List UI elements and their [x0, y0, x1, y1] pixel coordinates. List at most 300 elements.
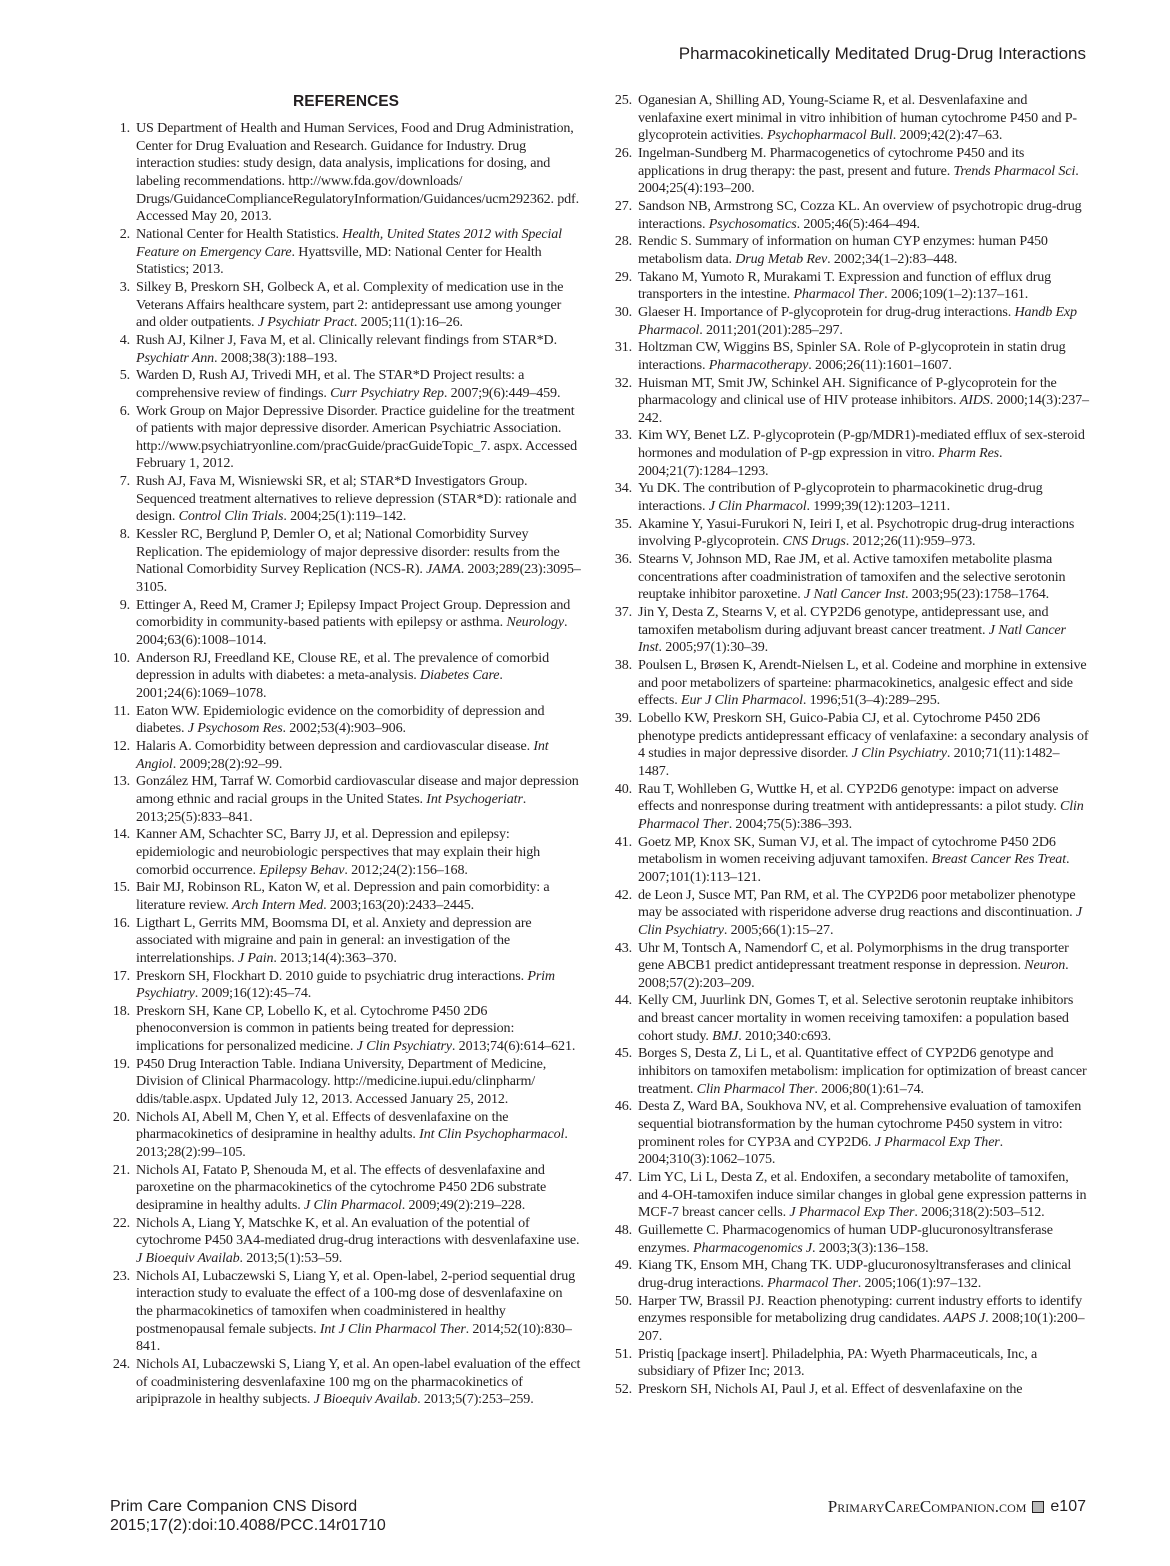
reference-number: 41.	[614, 833, 632, 850]
reference-text	[638, 657, 1090, 710]
reference-text	[638, 516, 1090, 551]
reference-body: Takano M, Yumoto R, Murakami T. Expression and function of efflux drug transporters in the intestine.	[638, 268, 1052, 303]
reference-number: 43.	[614, 939, 632, 956]
reference-item	[110, 367, 582, 402]
reference-journal: Psychopharmacol Bull	[766, 127, 893, 144]
reference-details: . 2007;9(6):449–459.	[443, 384, 561, 401]
reference-journal: Health, United States 2012 with Special Feature on Emergency Care	[136, 225, 562, 260]
reference-body: Rush AJ, Fava M, Wisniewski SR, et al; STAR*D Investigators Group. Sequenced treatment alternatives to relieve depression (STAR*D): rationale and design.	[136, 473, 577, 525]
reference-details: . 2004;25(1):119–142.	[283, 508, 407, 525]
reference-number: 20.	[112, 1108, 130, 1125]
reference-details: . 2012;24(2):156–168.	[344, 861, 468, 878]
reference-list-left	[110, 120, 582, 1409]
reference-item	[110, 703, 582, 738]
reference-details: . 2003;95(23):1758–1764.	[905, 586, 1050, 603]
reference-text	[136, 120, 582, 226]
reference-number: 16.	[112, 914, 130, 931]
reference-body: P450 Drug Interaction Table. Indiana University, Department of Medicine, Division of Clinical Pharmacology. http://medicine.iupui.edu/clinpharm/ ddis/table.aspx. Updated July 12, 2013. Accessed January 25, 2012.	[136, 1055, 547, 1108]
square-bullet-icon	[1032, 1501, 1044, 1513]
references-heading: REFERENCES	[293, 93, 399, 110]
reference-journal: Pharmacotherapy	[708, 356, 809, 373]
reference-details: . 2004;75(5):386–393.	[728, 815, 852, 832]
reference-details: . 2014;52(10):830–841.	[136, 1320, 572, 1355]
running-title: Pharmacokinetically Meditated Drug-Drug Interactions	[678, 44, 1086, 63]
reference-text	[638, 887, 1090, 940]
reference-details: . 2006;318(2):503–512.	[914, 1204, 1045, 1221]
reference-text	[638, 233, 1090, 268]
reference-item	[612, 233, 1090, 268]
reference-details: . 2011;201(201):285–297.	[699, 321, 843, 338]
reference-journal: J Bioequiv Availab	[136, 1250, 240, 1266]
reference-details: . 2006;109(1–2):137–161.	[884, 286, 1029, 303]
reference-text	[638, 992, 1090, 1045]
footer-citation	[110, 1497, 386, 1535]
reference-item	[612, 710, 1090, 781]
reference-item	[110, 1356, 582, 1409]
reference-body: Holtzman CW, Wiggins BS, Spinler SA. Role of P-glycoprotein in statin drug interactions.	[638, 339, 1066, 373]
footer-site	[828, 1497, 1086, 1517]
reference-number: 47.	[614, 1169, 632, 1186]
reference-details: . 2010;71(11):1482–1487.	[638, 745, 1060, 779]
reference-text	[136, 826, 582, 879]
reference-journal: Pharm Res	[938, 445, 1000, 462]
reference-number: 36.	[614, 551, 632, 568]
reference-item	[612, 1222, 1090, 1257]
reference-number: 25.	[614, 92, 632, 108]
reference-number: 46.	[614, 1098, 632, 1115]
reference-details: . 2003;289(23):3095–3105.	[136, 561, 581, 596]
reference-text	[136, 915, 582, 968]
reference-journal: J Pharmacol Exp Ther	[874, 1133, 1000, 1150]
reference-number: 18.	[112, 1002, 130, 1019]
reference-journal: BMJ	[712, 1027, 739, 1044]
reference-body: Nichols A, Liang Y, Matschke K, et al. An evaluation of the potential of cytochrome P450 3A4-mediated drug-drug interactions with desvenlafaxine use.	[136, 1214, 580, 1249]
reference-number: 48.	[614, 1222, 632, 1238]
reference-item	[612, 657, 1090, 710]
reference-number: 4.	[119, 331, 130, 348]
reference-body: Kelly CM, Juurlink DN, Gomes T, et al. Selective serotonin reuptake inhibitors and breast cancer mortality in women receiving tamoxifen: a population based cohort study.	[638, 992, 1074, 1044]
reference-journal: J Pharmacol Exp Ther	[789, 1204, 915, 1221]
reference-journal: J Clin Psychiatry	[356, 1038, 452, 1055]
reference-item	[612, 992, 1090, 1045]
reference-text	[638, 1346, 1090, 1381]
reference-text	[638, 92, 1090, 145]
reference-text	[136, 1268, 582, 1356]
reference-number: 9.	[119, 596, 130, 613]
reference-number: 32.	[614, 374, 632, 391]
reference-text	[136, 1215, 582, 1268]
reference-journal: Pharmacogenomics J	[693, 1239, 813, 1256]
reference-body: Halaris A. Comorbidity between depression and cardiovascular disease.	[136, 737, 534, 754]
reference-item	[612, 551, 1090, 604]
reference-number: 45.	[614, 1045, 632, 1062]
reference-number: 28.	[614, 233, 632, 250]
reference-body: Guillemette C. Pharmacogenomics of human UDP-glucuronosyltransferase enzymes.	[638, 1222, 1053, 1256]
reference-number: 3.	[119, 278, 130, 295]
reference-item	[612, 1098, 1090, 1169]
reference-details: . 2009;49(2):219–228.	[401, 1197, 526, 1214]
reference-details: . 2002;53(4):903–906.	[282, 720, 406, 737]
reference-journal: Psychiatr Ann	[136, 349, 215, 366]
reference-journal: Int Angiol	[136, 737, 549, 772]
reference-number: 35.	[614, 515, 632, 532]
reference-details: . 2000;14(3):237–242.	[638, 392, 1089, 426]
footer-doi: 2015;17(2):doi:10.4088/PCC.14r01710	[110, 1517, 386, 1534]
reference-text	[638, 1257, 1090, 1292]
reference-number: 31.	[614, 339, 632, 356]
reference-details: . Hyattsville, MD: National Center for Health Statistics; 2013.	[136, 243, 542, 278]
reference-journal: Psychosomatics	[708, 215, 797, 232]
reference-text	[136, 1109, 582, 1162]
reference-text	[638, 1381, 1090, 1399]
reference-text	[638, 480, 1090, 515]
reference-text	[136, 773, 582, 826]
reference-item	[612, 92, 1090, 145]
reference-body: Work Group on Major Depressive Disorder. Practice guideline for the treatment of patients with major depressive disorder. American Psychiatric Association. http://www.psychiatryonline.com/pracGuide/pracGuideTopic_7. aspx. Accessed February 1, 2012.	[136, 402, 578, 472]
reference-body: Kim WY, Benet LZ. P-glycoprotein (P-gp/MDR1)-mediated efflux of sex-steroid hormones and modulation of P-gp expression in vitro.	[638, 427, 1085, 462]
reference-journal: Clin Pharmacol Ther	[638, 798, 1084, 832]
reference-item	[110, 226, 582, 279]
reference-text	[638, 940, 1090, 993]
reference-number: 14.	[112, 826, 130, 843]
reference-body: Warden D, Rush AJ, Trivedi MH, et al. The STAR*D Project results: a comprehensive review of findings.	[136, 367, 525, 401]
reference-item	[110, 773, 582, 826]
reference-item	[612, 269, 1090, 304]
reference-text	[136, 703, 582, 738]
reference-item	[612, 1293, 1090, 1346]
reference-text	[136, 1162, 582, 1215]
reference-number: 49.	[614, 1257, 632, 1274]
reference-item	[110, 597, 582, 650]
reference-item	[612, 940, 1090, 993]
references-right-column	[612, 92, 1090, 1399]
reference-details: . 2012;26(11):959–973.	[845, 533, 976, 550]
reference-journal: Trends Pharmacol Sci	[953, 162, 1076, 179]
footer-journal: Prim Care Companion CNS Disord	[110, 1498, 358, 1515]
reference-text	[136, 1356, 582, 1409]
page-number: e107	[1050, 1498, 1086, 1515]
reference-body: Anderson RJ, Freedland KE, Clouse RE, et al. The prevalence of comorbid depression in adults with diabetes: a meta-analysis.	[136, 649, 549, 684]
reference-body: Pristiq [package insert]. Philadelphia, PA: Wyeth Pharmaceuticals, Inc, a subsidiary of Pfizer Inc; 2013.	[638, 1345, 1038, 1380]
reference-item	[612, 1381, 1090, 1399]
reference-body: Nichols AI, Lubaczewski S, Liang Y, et al. Open-label, 2-period sequential drug interaction study to evaluate the effect of a 100-mg dose of desvenlafaxine on the pharmacokinetics of tamoxifen when coadministered in healthy postmenopausal female subjects.	[136, 1267, 576, 1337]
reference-journal: Breast Cancer Res Treat	[931, 851, 1066, 868]
reference-number: 12.	[112, 737, 130, 754]
reference-number: 5.	[119, 367, 130, 384]
reference-details: . 2008;38(3):188–193.	[214, 349, 338, 366]
reference-details: . 2006;80(1):61–74.	[814, 1080, 924, 1097]
reference-journal: J Natl Cancer Inst	[803, 586, 906, 603]
reference-item	[110, 738, 582, 773]
reference-journal: Int Clin Psychopharmacol	[419, 1126, 565, 1143]
reference-journal: Pharmacol Ther	[767, 1274, 858, 1291]
reference-item	[612, 198, 1090, 233]
reference-details: . 2003;3(3):136–158.	[812, 1239, 929, 1256]
reference-body: Ettinger A, Reed M, Cramer J; Epilepsy Impact Project Group. Depression and comorbidity in community-based patients with epilepsy or asthma.	[136, 596, 571, 631]
reference-number: 11.	[113, 702, 130, 719]
reference-item	[110, 826, 582, 879]
reference-item	[110, 879, 582, 914]
reference-details: . 2009;42(2):47–63.	[892, 127, 1003, 144]
reference-item	[612, 1045, 1090, 1098]
reference-number: 42.	[614, 886, 632, 903]
reference-journal: Eur J Clin Pharmacol	[681, 692, 803, 709]
reference-body: Silkey B, Preskorn SH, Golbeck A, et al. Complexity of medication use in the Veterans Affairs healthcare system, part 2: antidepressant use among younger and older outpatients.	[136, 278, 564, 331]
reference-number: 33.	[614, 427, 632, 444]
reference-journal: JAMA	[426, 561, 461, 578]
reference-text	[638, 339, 1090, 374]
reference-body: Rush AJ, Kilner J, Fava M, et al. Clinically relevant findings from STAR*D.	[136, 331, 557, 348]
reference-body: de Leon J, Susce MT, Pan RM, et al. The CYP2D6 poor metabolizer phenotype may be associated with risperidone adverse drug reactions and discontinuation.	[638, 886, 1076, 921]
reference-text	[638, 1045, 1090, 1098]
reference-details: . 2008;57(2):203–209.	[638, 957, 1069, 991]
reference-body: Bair MJ, Robinson RL, Katon W, et al. Depression and pain comorbidity: a literature review.	[136, 879, 550, 913]
reference-details: . 2005;66(1):15–27.	[723, 921, 834, 938]
reference-body: Harper TW, Brassil PJ. Reaction phenotyping: current industry efforts to identify enzymes responsible for metabolizing drug candidates.	[638, 1292, 1082, 1327]
reference-item	[110, 279, 582, 332]
reference-number: 24.	[112, 1355, 130, 1372]
reference-journal: Pharmacol Ther	[793, 286, 885, 303]
reference-journal: Clin Pharmacol Ther	[696, 1080, 815, 1097]
reference-text	[638, 1293, 1090, 1346]
reference-item	[110, 332, 582, 367]
reference-item	[612, 145, 1090, 198]
reference-body: US Department of Health and Human Services, Food and Drug Administration, Center for Drug Evaluation and Research. Guidance for Industry. Drug interaction studies: study design, data analysis, implications for dosing, and labeling recommendations. http://www.fda.gov/downloads/ Drugs/GuidanceComplianceRegulatoryInformation/Guidances/ucm292362. pdf. Accessed May 20, 2013.	[136, 120, 579, 225]
reference-number: 19.	[112, 1055, 130, 1072]
reference-body: Borges S, Desta Z, Li L, et al. Quantitative effect of CYP2D6 genotype and inhibitors on tamoxifen metabolism: implication for optimization of breast cancer treatment.	[638, 1045, 1087, 1097]
site-link[interactable]: PrimaryCareCompanion.com	[827, 1497, 1027, 1516]
reference-item	[612, 480, 1090, 515]
reference-details: . 2004;63(6):1008–1014.	[136, 614, 568, 649]
reference-item	[612, 304, 1090, 339]
reference-text	[136, 650, 582, 703]
reference-item	[110, 1268, 582, 1356]
reference-body: Stearns V, Johnson MD, Rae JM, et al. Active tamoxifen metabolite plasma concentrations after coadministration of tamoxifen and the selective serotonin reuptake inhibitor paroxetine.	[638, 551, 1066, 603]
reference-text	[638, 375, 1090, 428]
reference-details: . 2004;310(3):1062–1075.	[638, 1133, 1004, 1168]
reference-text	[136, 597, 582, 650]
reference-text	[638, 1098, 1090, 1169]
reference-body: Uhr M, Tontsch A, Namendorf C, et al. Polymorphisms in the drug transporter gene ABCB1 predict antidepressant treatment response in depression.	[638, 939, 1069, 974]
reference-journal: Int J Clin Pharmacol Ther	[319, 1320, 466, 1337]
reference-number: 1.	[119, 120, 130, 136]
reference-item	[612, 375, 1090, 428]
reference-details: . 2005;46(5):464–494.	[796, 215, 920, 232]
reference-item	[110, 120, 582, 226]
reference-number: 37.	[614, 604, 632, 621]
reference-journal: Epilepsy Behav	[259, 861, 345, 878]
reference-body: González HM, Tarraf W. Comorbid cardiovascular disease and major depression among ethnic and racial groups in the United States.	[136, 773, 579, 807]
reference-number: 22.	[112, 1214, 130, 1231]
reference-details: . 2005;97(1):30–39.	[658, 639, 769, 656]
reference-journal: J Natl Cancer Inst	[638, 621, 1066, 656]
reference-body: Preskorn SH, Flockhart D. 2010 guide to psychiatric drug interactions.	[136, 967, 528, 984]
reference-details: . 2001;24(6):1069–1078.	[136, 667, 503, 701]
reference-body: Poulsen L, Brøsen K, Arendt-Nielsen L, et al. Codeine and morphine in extensive and poor metabolizers of sparteine: pharmacokinetics, analgesic effect and side effects.	[638, 657, 1087, 709]
reference-journal: Neuron	[1024, 957, 1066, 974]
reference-text	[136, 526, 582, 597]
reference-item	[110, 526, 582, 597]
reference-text	[638, 1222, 1090, 1257]
reference-body: Desta Z, Ward BA, Soukhova NV, et al. Comprehensive evaluation of tamoxifen sequential biotransformation by the human cytochrome P450 system in vitro: prominent roles for CYP3A and CYP2D6.	[638, 1098, 1082, 1150]
reference-details: . 1999;39(12):1203–1211.	[806, 498, 950, 515]
reference-journal: AIDS	[959, 392, 990, 409]
reference-details: . 1996;51(3–4):289–295.	[802, 692, 940, 709]
reference-item	[110, 1056, 582, 1109]
reference-item	[110, 1162, 582, 1215]
reference-text	[136, 968, 582, 1003]
reference-item	[612, 604, 1090, 657]
reference-journal: Control Clin Trials	[178, 508, 284, 525]
reference-number: 44.	[614, 992, 632, 1009]
reference-text	[638, 551, 1090, 604]
reference-number: 51.	[614, 1345, 632, 1362]
reference-item	[612, 427, 1090, 480]
reference-body: Nichols AI, Abell M, Chen Y, et al. Effects of desvenlafaxine on the pharmacokinetics of desipramine in healthy adults.	[136, 1108, 509, 1143]
reference-text	[136, 879, 582, 914]
reference-body: Ingelman-Sundberg M. Pharmacogenetics of cytochrome P450 and its applications in drug therapy: the past, present and future.	[638, 144, 1025, 179]
reference-details: . 2002;34(1–2):83–448.	[827, 250, 958, 267]
reference-journal: J Bioequiv Availab	[313, 1391, 418, 1408]
reference-details: . 2013;74(6):614–621.	[451, 1038, 576, 1055]
references-left-column	[110, 92, 582, 1409]
reference-text	[638, 145, 1090, 198]
reference-item	[110, 968, 582, 1003]
reference-body: Lim YC, Li L, Desta Z, et al. Endoxifen, a secondary metabolite of tamoxifen, and 4-OH-tamoxifen induce similar changes in global gene expression patterns in MCF-7 breast cancer cells.	[638, 1169, 1087, 1221]
reference-number: 21.	[112, 1161, 130, 1178]
reference-text	[638, 834, 1090, 887]
reference-details: . 2004;21(7):1284–1293.	[638, 445, 1003, 479]
reference-body: Rau T, Wohlleben G, Wuttke H, et al. CYP2D6 genotype: impact on adverse effects and nonresponse during treatment with antidepressants: a pilot study.	[638, 780, 1060, 815]
reference-details: . 2009;28(2):92–99.	[172, 755, 283, 772]
reference-number: 10.	[112, 649, 130, 666]
reference-text	[136, 279, 582, 332]
reference-list-right	[612, 92, 1090, 1399]
reference-journal: CNS Drugs	[782, 533, 846, 550]
reference-body: Akamine Y, Yasui-Furukori N, Ieiri I, et al. Psychotropic drug-drug interactions involving P-glycoprotein.	[638, 515, 1075, 550]
reference-number: 50.	[614, 1292, 632, 1309]
reference-item	[612, 339, 1090, 374]
reference-journal: Diabetes Care	[420, 667, 500, 684]
reference-number: 38.	[614, 657, 632, 673]
reference-item	[110, 1109, 582, 1162]
reference-text	[638, 304, 1090, 339]
reference-text	[638, 427, 1090, 480]
reference-body: Goetz MP, Knox SK, Suman VJ, et al. The impact of cytochrome P450 2D6 metabolism in women receiving adjuvant tamoxifen.	[638, 833, 1056, 868]
reference-details: . 2009;16(12):45–74.	[194, 985, 312, 1002]
reference-text	[136, 403, 582, 474]
reference-text	[136, 738, 582, 773]
reference-body: Huisman MT, Smit JW, Schinkel AH. Significance of P-glycoprotein for the pharmacology and clinical use of HIV protease inhibitors.	[638, 374, 1057, 409]
reference-body: Kessler RC, Berglund P, Demler O, et al; National Comorbidity Survey Replication. The epidemiology of major depressive disorder: results from the National Comorbidity Survey Replication (NCS-R).	[136, 526, 560, 578]
reference-body: Lobello KW, Preskorn SH, Guico-Pabia CJ, et al. Cytochrome P450 2D6 phenotype predicts antidepressant efficacy of venlafaxine: a secondary analysis of 4 studies in major depressive disorder.	[638, 709, 1089, 762]
reference-item	[612, 1257, 1090, 1292]
reference-journal: AAPS J	[943, 1310, 986, 1327]
reference-journal: J Pain	[237, 949, 274, 966]
reference-number: 40.	[614, 780, 632, 797]
reference-body: Preskorn SH, Nichols AI, Paul J, et al. Effect of desvenlafaxine on the	[638, 1380, 1023, 1397]
reference-number: 7.	[119, 473, 130, 490]
reference-body: Jin Y, Desta Z, Stearns V, et al. CYP2D6 genotype, antidepressant use, and tamoxifen metabolism during adjuvant breast cancer treatment.	[638, 604, 1049, 638]
reference-text	[638, 604, 1090, 657]
reference-item	[110, 473, 582, 526]
reference-details: . 2004;25(4):193–200.	[638, 162, 1079, 197]
reference-item	[612, 1346, 1090, 1381]
reference-text	[638, 1169, 1090, 1222]
reference-body: National Center for Health Statistics.	[136, 225, 343, 242]
reference-text	[638, 781, 1090, 834]
reference-journal: Neurology	[506, 614, 564, 631]
reference-details: . 2013;25(5):833–841.	[136, 790, 527, 825]
reference-number: 6.	[119, 402, 130, 419]
reference-text	[638, 269, 1090, 304]
reference-body: Kiang TK, Ensom MH, Chang TK. UDP-glucuronosyltransferases and clinical drug-drug interactions.	[638, 1257, 1072, 1291]
reference-number: 23.	[112, 1267, 130, 1284]
reference-journal: J Psychiatr Pract	[257, 314, 354, 331]
reference-item	[612, 834, 1090, 887]
reference-body: Ligthart L, Gerrits MM, Boomsma DI, et al. Anxiety and depression are associated with migraine and pain in general: an investigation of the interrelationships.	[136, 914, 532, 966]
reference-body: Preskorn SH, Kane CP, Lobello K, et al. Cytochrome P450 2D6 phenoconversion is common in patients being treated for depression: implications for personalized medicine.	[136, 1002, 515, 1055]
reference-text	[638, 198, 1090, 233]
reference-text	[136, 1003, 582, 1056]
reference-details: . 2013;5(1):53–59.	[239, 1250, 343, 1266]
reference-details: . 2008;10(1):200–207.	[638, 1310, 1085, 1344]
reference-number: 52.	[614, 1380, 632, 1397]
reference-details: . 2006;26(11):1601–1607.	[808, 356, 952, 373]
reference-details: . 2005;11(1):16–26.	[353, 314, 463, 331]
reference-body: Yu DK. The contribution of P-glycoprotein to pharmacokinetic drug-drug interactions.	[638, 480, 1043, 515]
reference-details: . 2013;5(7):253–259.	[417, 1391, 534, 1408]
reference-item	[612, 887, 1090, 940]
reference-journal: J Clin Psychiatry	[851, 745, 947, 762]
reference-number: 15.	[112, 879, 130, 896]
reference-number: 2.	[119, 225, 130, 242]
reference-item	[612, 516, 1090, 551]
reference-details: . 2005;106(1):97–132.	[857, 1274, 982, 1291]
reference-journal: Prim Psychiatry	[136, 967, 555, 1002]
reference-item	[110, 1215, 582, 1268]
reference-item	[110, 1003, 582, 1056]
reference-journal: Arch Intern Med	[232, 896, 324, 913]
reference-text	[136, 226, 582, 279]
reference-journal: Handb Exp Pharmacol	[638, 303, 1077, 338]
reference-number: 34.	[614, 480, 632, 497]
reference-details: . 2013;14(4):363–370.	[273, 949, 397, 966]
reference-body: Kanner AM, Schachter SC, Barry JJ, et al. Depression and epilepsy: epidemiologic and neurobiologic perspectives that may explain their high comorbid occurrence.	[136, 826, 541, 878]
reference-number: 30.	[614, 303, 632, 320]
reference-body: Eaton WW. Epidemiologic evidence on the comorbidity of depression and diabetes.	[136, 702, 545, 737]
reference-number: 39.	[614, 709, 632, 726]
reference-item	[110, 650, 582, 703]
reference-journal: Int Psychogeriatr	[426, 790, 523, 807]
reference-item	[612, 781, 1090, 834]
reference-item	[110, 403, 582, 474]
reference-text	[136, 1056, 582, 1109]
reference-journal: J Clin Pharmacol	[303, 1197, 402, 1214]
reference-item	[110, 915, 582, 968]
reference-body: Rendic S. Summary of information on human CYP enzymes: human P450 metabolism data.	[638, 233, 1048, 267]
reference-journal: Curr Psychiatry Rep	[330, 384, 444, 401]
reference-body: Oganesian A, Shilling AD, Young-Sciame R, et al. Desvenlafaxine and venlafaxine exert minimal in vitro inhibition of human cytochrome P450 and P-glycoprotein activities.	[638, 92, 1077, 144]
reference-body: Glaeser H. Importance of P-glycoprotein for drug-drug interactions.	[638, 303, 1015, 320]
reference-number: 27.	[614, 197, 632, 214]
reference-journal: J Clin Pharmacol	[708, 498, 807, 515]
reference-journal: Drug Metab Rev	[735, 250, 828, 267]
reference-number: 8.	[119, 526, 130, 543]
reference-text	[136, 367, 582, 402]
reference-body: Sandson NB, Armstrong SC, Cozza KL. An overview of psychotropic drug-drug interactions.	[638, 197, 1082, 232]
reference-details: . 2010;340:c693.	[738, 1027, 831, 1044]
